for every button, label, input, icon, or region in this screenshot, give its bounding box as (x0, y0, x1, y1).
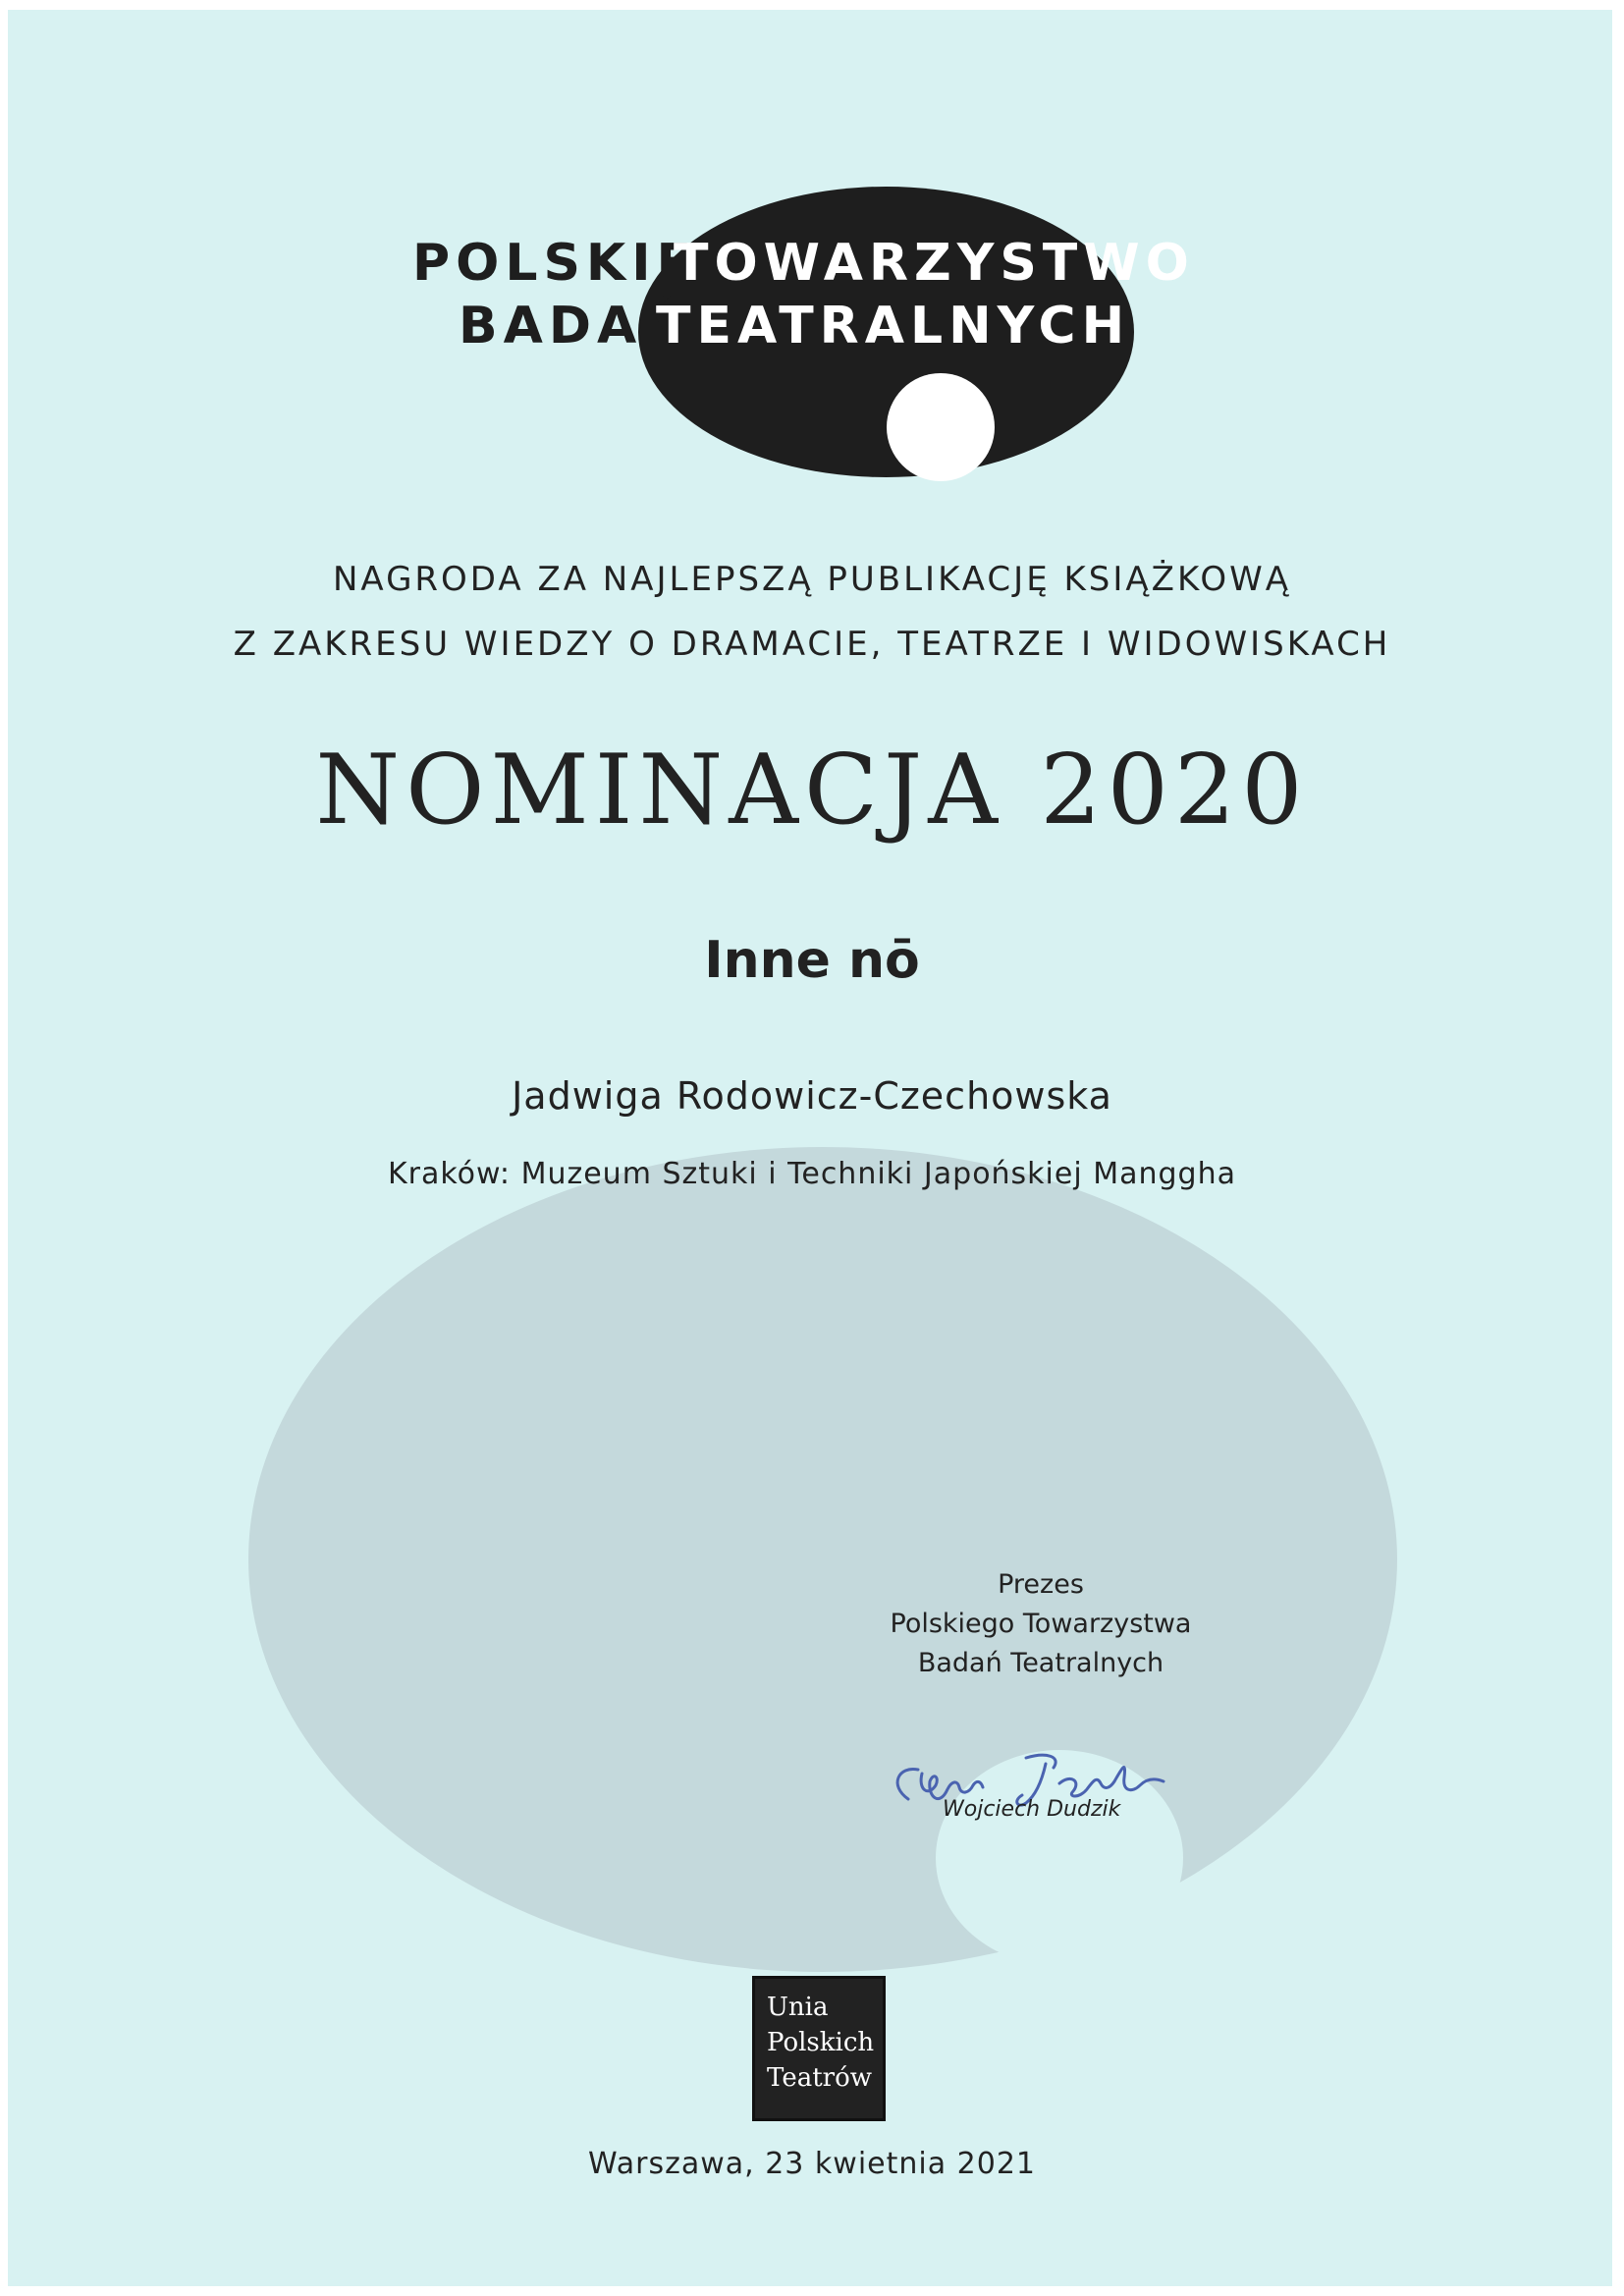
logo-text-towarzystwo: TOWARZYSTWO (674, 234, 1195, 293)
place-and-date: Warszawa, 23 kwietnia 2021 (587, 2147, 1036, 2181)
logo-text-teatralnych: TEATRALNYCH (656, 297, 1131, 355)
award-title-line-1: NAGRODA ZA NAJLEPSZĄ PUBLIKACJĘ KSIĄŻKOWĄ (332, 560, 1292, 599)
signatory-role-line-1: Prezes (998, 1569, 1084, 1600)
ptbt-logo (0, 0, 1624, 511)
signatory-role-line-3: Badań Teatralnych (917, 1648, 1164, 1678)
upt-logo-line-1: Unia (767, 1993, 829, 2022)
signatory-name: Wojciech Dudzik (943, 1797, 1121, 1822)
logo-text-polskie: POLSKIE (412, 234, 698, 293)
signatory-role-line-2: Polskiego Towarzystwa (890, 1609, 1192, 1639)
book-title: Inne nō (704, 931, 920, 990)
upt-logo-line-2: Polskich (767, 2028, 875, 2057)
logo-text-badan: BADAŃ (459, 297, 691, 355)
upt-logo-line-3: Teatrów (767, 2063, 872, 2093)
award-title-line-2: Z ZAKRESU WIEDZY O DRAMACIE, TEATRZE I WIDOWISKACH (233, 625, 1391, 664)
unia-polskich-teatrow-logo (752, 1976, 886, 2121)
book-publisher: Kraków: Muzeum Sztuki i Techniki Japońskiej Manggha (387, 1157, 1236, 1191)
background-oval (248, 1147, 1397, 1972)
signatory-role (864, 1565, 1218, 1683)
book-author: Jadwiga Rodowicz-Czechowska (512, 1074, 1112, 1118)
logo-circle (887, 373, 995, 481)
nomination-heading: NOMINACJA 2020 (315, 735, 1309, 847)
